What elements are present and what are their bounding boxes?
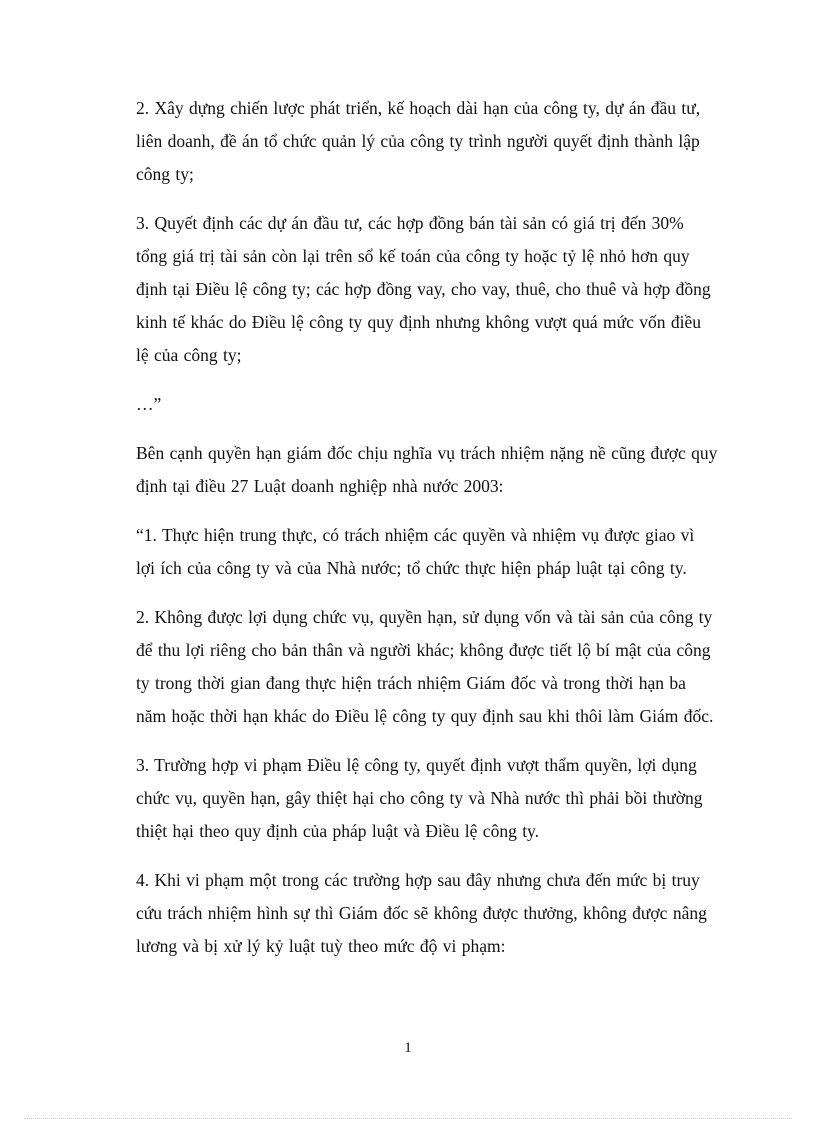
paragraph-director-obligations-intro: Bên cạnh quyền hạn giám đốc chịu nghĩa vụ trách nhiệm nặng nề cũng được quy định tại điều 27 Luật doanh nghiệp nhà nước 2003: bbox=[136, 443, 718, 496]
page-break-divider bbox=[24, 1118, 792, 1119]
paragraph-investment-decisions: 3. Quyết định các dự án đầu tư, các hợp đồng bán tài sản có giá trị đến 30% tổng giá trị tài sản còn lại trên sổ kế toán của công ty hoặc tỷ lệ nhỏ hơn quy định tại Điều lệ công ty; các hợp đồng vay, cho vay, thuê, cho thuê và hợp đồng kinh tế khác do Điều lệ công ty quy định nhưng không vượt quá mức vốn điều lệ của công ty; bbox=[136, 213, 711, 365]
page-number: 1 bbox=[404, 1040, 412, 1056]
paragraph-obligation-2: 2. Không được lợi dụng chức vụ, quyền hạn, sử dụng vốn và tài sản của công ty để thu lợi riêng cho bản thân và người khác; không được tiết lộ bí mật của công ty trong thời gian đang thực hiện trách nhiệm Giám đốc và trong thời hạn ba năm hoặc thời hạn khác do Điều lệ công ty quy định sau khi thôi làm Giám đốc. bbox=[136, 607, 714, 726]
paragraph-obligation-1: “1. Thực hiện trung thực, có trách nhiệm các quyền và nhiệm vụ được giao vì lợi ích của công ty và của Nhà nước; tổ chức thực hiện pháp luật tại công ty. bbox=[136, 525, 695, 578]
paragraph-strategy: 2. Xây dựng chiến lược phát triển, kế hoạch dài hạn của công ty, dự án đầu tư, liên doanh, đề án tổ chức quản lý của công ty trình người quyết định thành lập công ty; bbox=[136, 98, 701, 184]
paragraph-obligation-4: 4. Khi vi phạm một trong các trường hợp sau đây nhưng chưa đến mức bị truy cứu trách nhiệm hình sự thì Giám đốc sẽ không được thưởng, không được nâng lương và bị xử lý kỷ luật tuỳ theo mức độ vi phạm: bbox=[136, 870, 707, 956]
paragraph-ellipsis: …” bbox=[136, 394, 162, 414]
paragraph-obligation-3: 3. Trường hợp vi phạm Điều lệ công ty, quyết định vượt thẩm quyền, lợi dụng chức vụ, quyền hạn, gây thiệt hại cho công ty và Nhà nước thì phải bồi thường thiệt hại theo quy định của pháp luật và Điều lệ công ty. bbox=[136, 755, 703, 841]
document-body bbox=[136, 92, 718, 979]
